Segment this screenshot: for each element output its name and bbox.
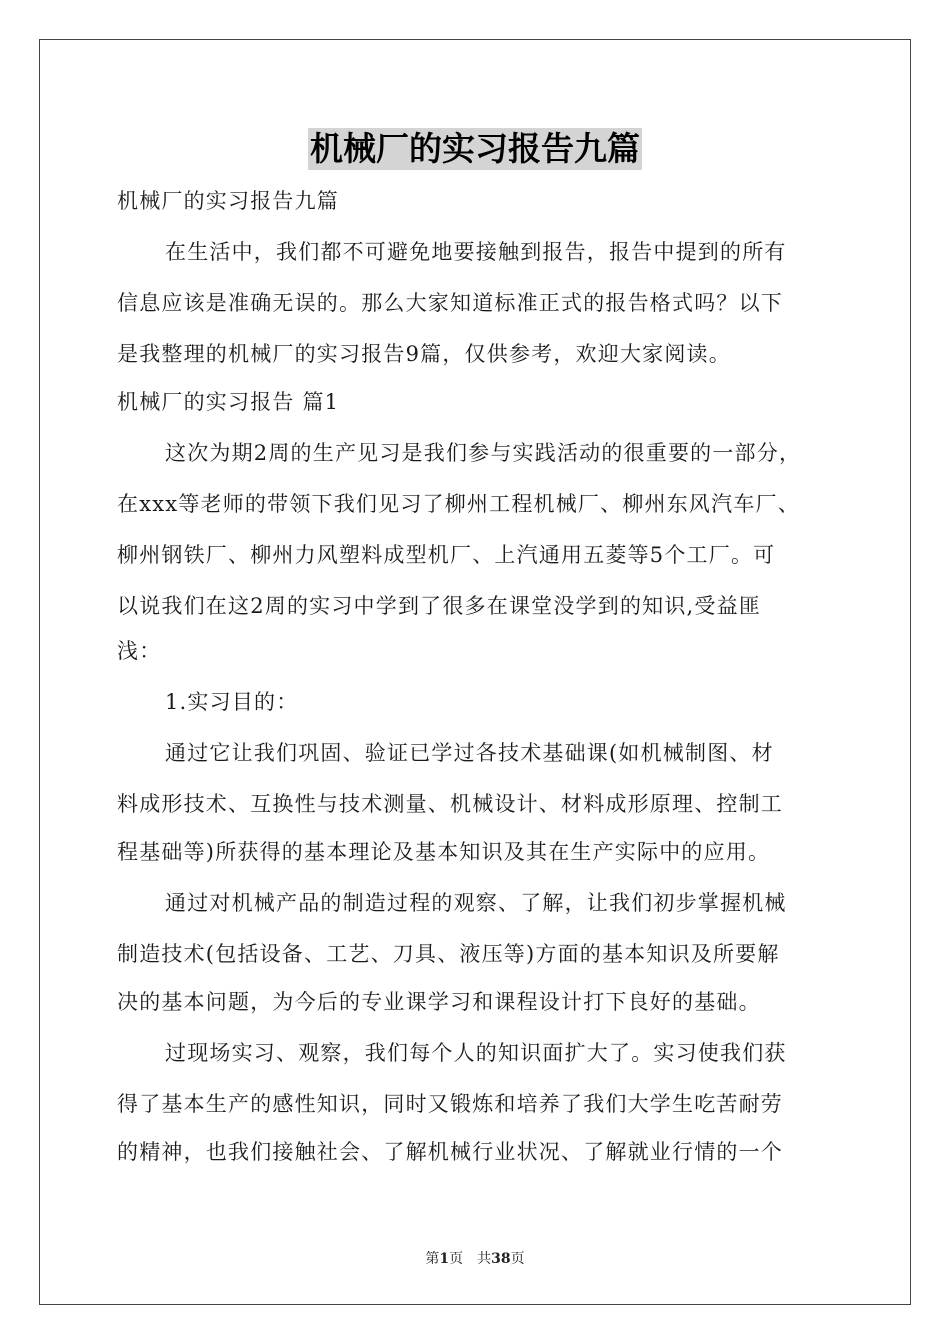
paragraph-line: 的精神，也我们接触社会、了解机械行业状况、了解就业行情的一个 [117, 1140, 783, 1164]
paragraph-line: 决的基本问题，为今后的专业课学习和课程设计打下良好的基础。 [117, 990, 761, 1014]
paragraph-line: 以说我们在这2周的实习中学到了很多在课堂没学到的知识,受益匪 [117, 594, 762, 618]
section-heading: 机械厂的实习报告 篇1 [117, 390, 340, 414]
footer-prefix: 第 [425, 1251, 440, 1267]
paragraph-line: 柳州钢铁厂、柳州力风塑料成型机厂、上汽通用五菱等5个工厂。可 [117, 543, 776, 567]
paragraph-line: 程基础等)所获得的基本理论及基本知识及其在生产实际中的应用。 [117, 840, 771, 864]
footer-page-number: 1 [439, 1251, 450, 1267]
document-title: 机械厂的实习报告九篇 [310, 129, 640, 168]
footer-total-pages: 38 [491, 1251, 511, 1267]
paragraph-line: 过现场实习、观察，我们每个人的知识面扩大了。实习使我们获 [165, 1041, 787, 1065]
paragraph-line: 制造技术(包括设备、工艺、刀具、液压等)方面的基本知识及所要解 [117, 942, 780, 966]
paragraph-line: 料成形技术、互换性与技术测量、机械设计、材料成形原理、控制工 [117, 792, 783, 816]
paragraph-line: 浅： [117, 639, 162, 663]
paragraph-line: 在生活中，我们都不可避免地要接触到报告，报告中提到的所有 [165, 240, 787, 264]
footer-mid: 页 共 [449, 1251, 492, 1267]
subtitle: 机械厂的实习报告九篇 [117, 189, 339, 213]
paragraph-line: 通过对机械产品的制造过程的观察、了解，让我们初步掌握机械 [165, 891, 787, 915]
paragraph-line: 得了基本生产的感性知识，同时又锻炼和培养了我们大学生吃苦耐劳 [117, 1092, 783, 1116]
document-body [117, 0, 837, 1240]
paragraph-line: 是我整理的机械厂的实习报告9篇，仅供参考，欢迎大家阅读。 [117, 342, 731, 366]
paragraph-line: 这次为期2周的生产见习是我们参与实践活动的很重要的一部分， [165, 441, 802, 465]
page-footer [0, 1248, 950, 1268]
list-heading: 1.实习目的： [165, 690, 299, 714]
footer-suffix: 页 [510, 1251, 525, 1267]
paragraph-line: 在xxx等老师的带领下我们见习了柳州工程机械厂、柳州东风汽车厂、 [117, 492, 800, 516]
paragraph-line: 通过它让我们巩固、验证已学过各技术基础课(如机械制图、材 [165, 741, 774, 765]
paragraph-line: 信息应该是准确无误的。那么大家知道标准正式的报告格式吗？以下 [117, 291, 783, 315]
